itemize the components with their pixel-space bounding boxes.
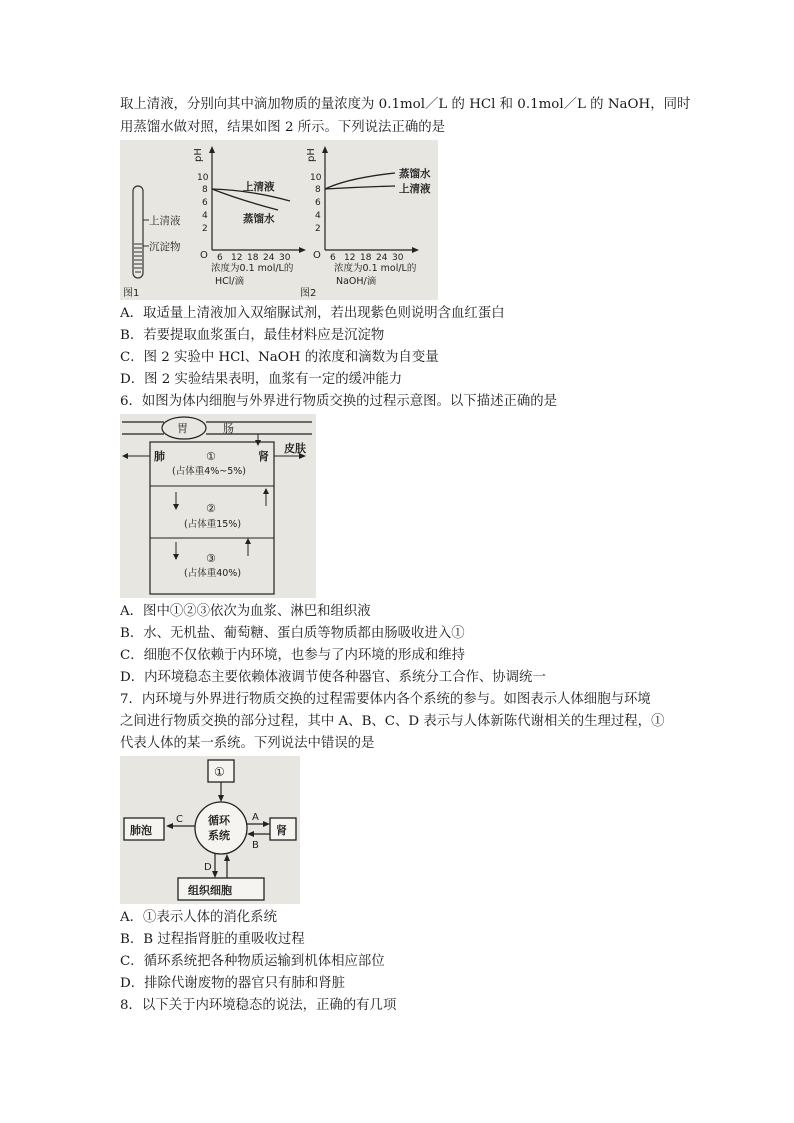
ph-figure [120, 140, 438, 300]
right-xtick-12: 12 [344, 253, 356, 263]
label-b: B [252, 840, 259, 851]
q6-option-d: D．内环境稳态主要依赖体液调节使各种器官、系统分工合作、协调统一 [120, 670, 546, 685]
system-figure [120, 756, 300, 904]
left-origin: O [200, 250, 208, 261]
compartment-2: ② [206, 502, 216, 515]
system-figure-svg [120, 756, 300, 904]
q6-option-a: A．图中①②③依次为血浆、淋巴和组织液 [120, 604, 371, 619]
precipitate-hatching [134, 244, 142, 272]
label-d: D [204, 862, 212, 873]
tissue-cells-label: 组织细胞 [188, 884, 232, 897]
compartment-3-pct: (占体重40%) [184, 568, 242, 579]
compartment-1-pct: (占体重4%~5%) [172, 466, 247, 477]
left-ytick-8: 8 [202, 185, 208, 195]
left-xtick-18: 18 [247, 253, 259, 263]
right-xlabel-1: 浓度为0.1 mol/L的 [334, 263, 417, 274]
right-axis-ph: pH [306, 148, 317, 162]
ph-figure-svg [120, 140, 438, 300]
left-series-b: 蒸馏水 [243, 213, 275, 225]
stomach-label: 胃 [177, 422, 188, 435]
left-xtick-12: 12 [231, 253, 243, 263]
q6-option-b: B．水、无机盐、葡萄糖、蛋白质等物质都由肠吸收进入① [120, 626, 465, 641]
q7-line-1: 7．内环境与外界进行物质交换的过程需要体内各个系统的参与。如图表示人体细胞与环境 [120, 692, 651, 707]
q5-option-d: D．图 2 实验结果表明，血浆有一定的缓冲能力 [120, 372, 403, 387]
q5-option-a: A．取适量上清液加入双缩脲试剂，若出现紫色则说明含血红蛋白 [120, 306, 505, 321]
left-series-a: 上清液 [243, 181, 275, 193]
tube-bottom-label: 沉淀物 [149, 241, 181, 253]
intro-line-1: 取上清液，分别向其中滴加物质的量浓度为 0.1mol／L 的 HCl 和 0.1mol／L 的 NaOH，同时 [120, 97, 691, 112]
kidney-label: 肾 [258, 450, 269, 463]
fig1-label: 图1 [123, 288, 140, 299]
lung-label: 肺 [154, 450, 165, 463]
exchange-figure-svg [120, 414, 316, 598]
left-ytick-4: 4 [202, 211, 208, 221]
tube-top-label: 上清液 [149, 215, 181, 227]
right-ytick-10: 10 [310, 173, 322, 183]
left-axis-ph: pH [193, 148, 204, 162]
q7-line-2: 之间进行物质交换的部分过程，其中 A、B、C、D 表示与人体新陈代谢相关的生理过程，① [120, 714, 665, 729]
compartment-2-pct: (占体重15%) [184, 519, 242, 530]
system-box-1-label: ① [214, 765, 225, 779]
right-x-arrow [412, 247, 419, 253]
left-y-arrow [209, 146, 215, 153]
right-curve-supernatant [325, 186, 395, 189]
circulatory-label-1: 循环 [208, 814, 230, 827]
q6-stem: 6．如图为体内细胞与外界进行物质交换的过程示意图。以下描述正确的是 [120, 394, 558, 409]
right-xlabel-2: NaOH/滴 [336, 276, 377, 287]
right-xtick-18: 18 [360, 253, 372, 263]
left-xtick-6: 6 [217, 253, 223, 263]
q7-option-a: A．①表示人体的消化系统 [120, 910, 277, 925]
right-ytick-4: 4 [315, 211, 321, 221]
q5-option-b: B．若要提取血浆蛋白，最佳材料应是沉淀物 [120, 328, 385, 343]
left-x-arrow [299, 247, 306, 253]
q7-option-c: C．循环系统把各种物质运输到机体相应部位 [120, 954, 385, 969]
circulatory-label-2: 系统 [208, 829, 230, 842]
q6-option-c: C．细胞不仅依赖于内环境，也参与了内环境的形成和维持 [120, 648, 466, 663]
intestine-label: 肠 [223, 422, 234, 435]
q5-option-c: C．图 2 实验中 HCl、NaOH 的浓度和滴数为自变量 [120, 350, 439, 365]
kidney-box-label: 肾 [276, 824, 287, 837]
q7-option-b: B．B 过程指肾脏的重吸收过程 [120, 932, 305, 947]
right-ytick-8: 8 [315, 185, 321, 195]
intro-line-2: 用蒸馏水做对照，结果如图 2 所示。下列说法正确的是 [120, 120, 446, 135]
left-ytick-6: 6 [202, 198, 208, 208]
right-ytick-2: 2 [315, 224, 321, 234]
skin-label: 皮肤 [284, 442, 306, 455]
left-xlabel-1: 浓度为0.1 mol/L的 [211, 263, 294, 274]
q8-stem: 8．以下关于内环境稳态的说法，正确的有几项 [120, 998, 397, 1013]
q7-option-d: D．排除代谢废物的器官只有肺和肾脏 [120, 976, 345, 991]
left-xtick-30: 30 [279, 253, 291, 263]
right-y-arrow [322, 146, 328, 153]
compartment-1: ① [206, 450, 216, 463]
left-ytick-2: 2 [202, 224, 208, 234]
fig2-label: 图2 [300, 288, 317, 299]
label-c: C [176, 814, 183, 825]
right-series-a: 蒸馏水 [399, 168, 431, 180]
left-xtick-24: 24 [263, 253, 275, 263]
left-xlabel-2: HCl/滴 [215, 276, 245, 287]
right-origin: O [313, 250, 321, 261]
q7-line-3: 代表人体的某一系统。下列说法中错误的是 [120, 736, 375, 751]
right-series-b: 上清液 [399, 183, 431, 195]
right-xtick-6: 6 [330, 253, 336, 263]
alveoli-label: 肺泡 [130, 824, 152, 837]
exchange-figure [120, 414, 316, 598]
right-xtick-24: 24 [376, 253, 388, 263]
left-ytick-10: 10 [197, 173, 209, 183]
right-ytick-6: 6 [315, 198, 321, 208]
circulatory-circle [195, 802, 247, 854]
compartment-3: ③ [206, 552, 216, 565]
right-xtick-30: 30 [392, 253, 404, 263]
label-a: A [252, 812, 259, 823]
